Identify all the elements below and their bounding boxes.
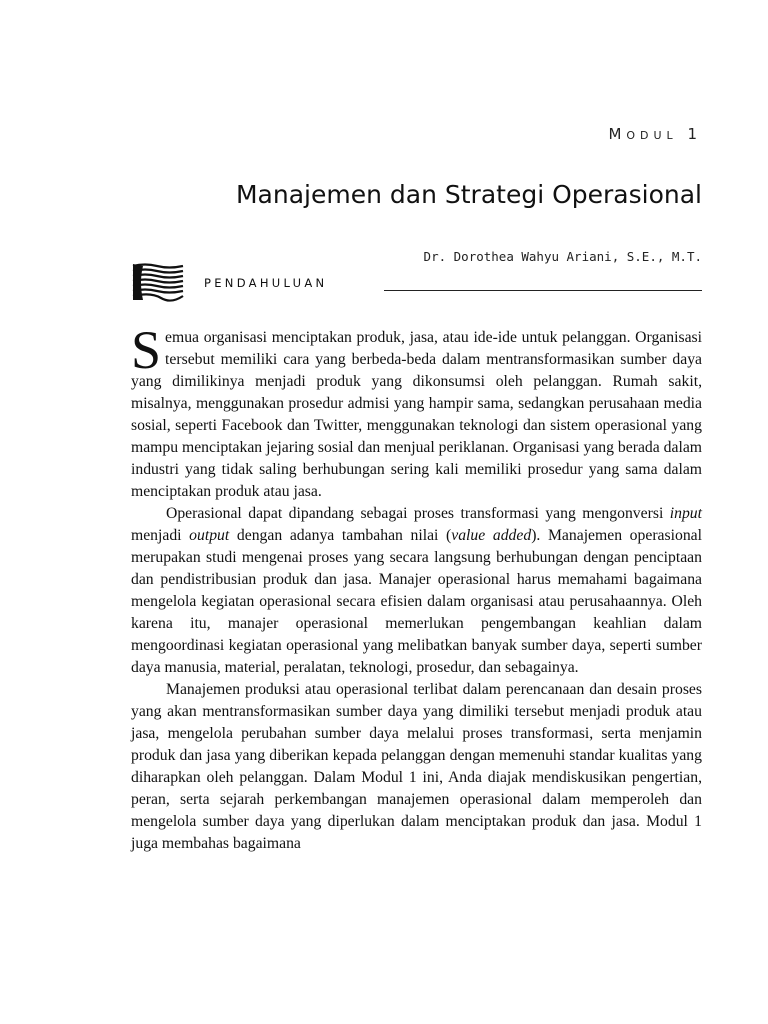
term-output: output (189, 527, 230, 544)
page-title: Manajemen dan Strategi Operasional (235, 180, 702, 209)
term-value-added: value added (451, 527, 532, 544)
paragraph-2-text-b: menjadi (131, 527, 190, 544)
drop-cap: S (131, 320, 162, 380)
paragraph-2-text-d: ). Manajemen operasional merupakan studi mengenai proses yang secara langsung berhubungan dengan penciptaan dan pendistribusian produk dan jasa. Manajer operasional harus memahami bagaimana mengelola kegiatan operasional secara efisien dalam organisasi atau perusahaannya. Oleh karena itu, manajer operasional memerlukan pengembangan keahlian dalam mengoordinasi kegiatan operasional yang melibatkan banyak sumber daya, seperti sumber daya manusia, material, peralatan, teknologi, prosedur, dan sebagainya. (131, 527, 702, 676)
section-heading: PENDAHULUAN (204, 276, 328, 290)
book-pages-icon (131, 262, 185, 302)
section-rule (384, 290, 702, 291)
paragraph-1 (131, 320, 702, 503)
paragraph-2-text-c: dengan adanya tambahan nilai ( (229, 527, 452, 544)
paragraph-2-text-a: Operasional dapat dipandang sebagai proses transformasi yang mengonversi (166, 505, 670, 522)
term-input: input (669, 505, 702, 522)
body-text (131, 320, 702, 855)
author-name: Dr. Dorothea Wahyu Ariani, S.E., M.T. (423, 249, 702, 264)
paragraph-2 (131, 503, 702, 679)
paragraph-1-text: emua organisasi menciptakan produk, jasa, atau ide-ide untuk pelanggan. Organisasi tersebut memiliki cara yang berbeda-beda dalam mentransformasikan sumber daya yang dimilikinya menjadi produk yang dikonsumsi oleh pelanggan. Rumah sakit, misalnya, menggunakan prosedur admisi yang hampir sama, sedangkan perusahaan media sosial, seperti Facebook dan Twitter, menggunakan teknologi dan sistem operasional yang mampu menciptakan jejaring sosial dan menjual periklanan. Organisasi yang berada dalam industri yang tidak saling berhubungan sering kali memiliki prosedur yang sama dalam menciptakan produk atau jasa. (131, 329, 702, 500)
paragraph-3: Manajemen produksi atau operasional terlibat dalam perencanaan dan desain proses yang akan mentransformasikan sumber daya yang dimiliki tersebut menjadi produk atau jasa, mengelola perubahan sumber daya melalui proses transformasi, serta menjamin produk dan jasa yang diberikan kepada pelanggan dengan memenuhi standar kualitas yang diharapkan oleh pelanggan. Dalam Modul 1 ini, Anda diajak mendiskusikan pengertian, peran, serta sejarah perkembangan manajemen operasional dalam memperoleh dan mengelola sumber daya yang diperlukan dalam menciptakan produk dan jasa. Modul 1 juga membahas bagaimana (131, 681, 702, 852)
module-label: Modul 1 (608, 125, 702, 143)
